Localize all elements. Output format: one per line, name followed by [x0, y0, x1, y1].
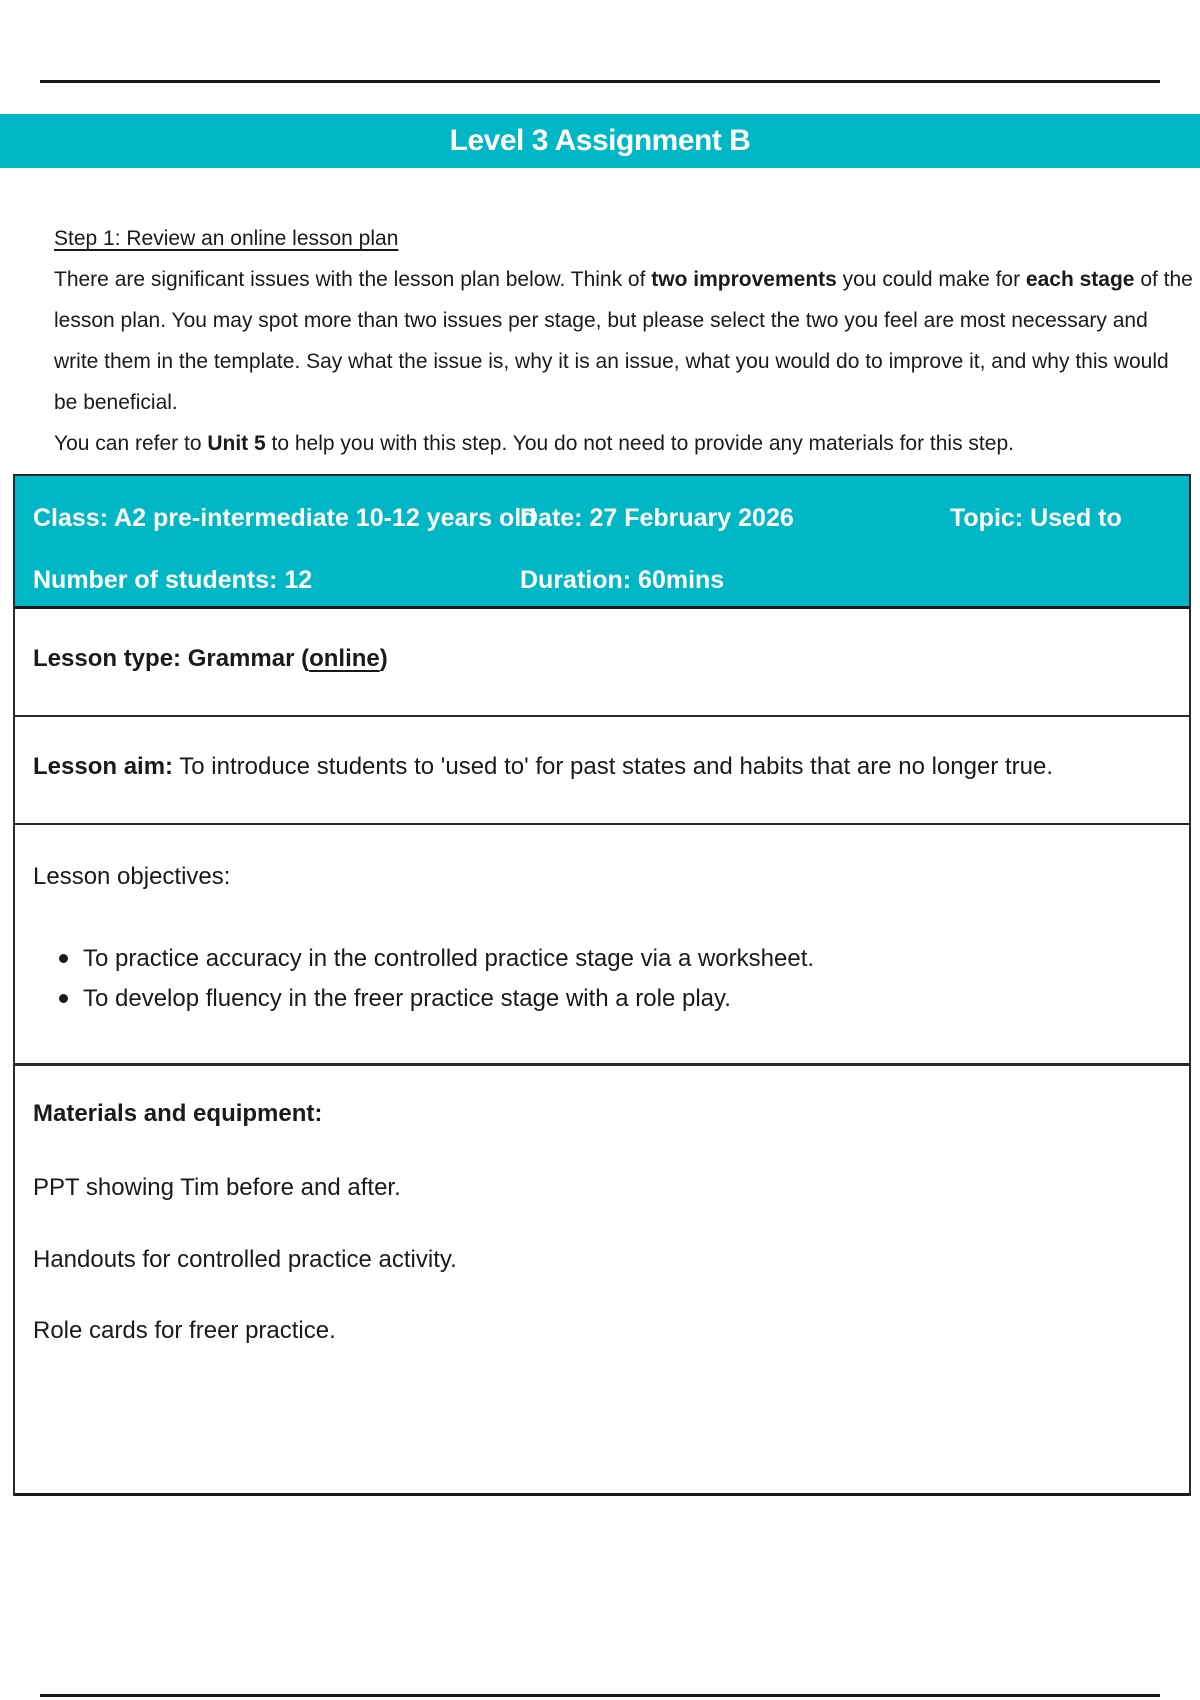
reference-text-1: You can refer to — [54, 432, 208, 455]
topic-info: Topic: Used to — [950, 504, 1122, 532]
assignment-banner — [0, 114, 1200, 168]
materials-row — [15, 1066, 1189, 1496]
top-rule — [40, 80, 1160, 83]
instructions-bold-2: each stage — [1025, 268, 1135, 291]
instructions-text-3: of the lesson plan. You may spot more than two issues per stage, but please select the two you feel are most necessary and write them in the template. Say what the issue is, why it is an issue, what you would do to improve it, and why this would be beneficial. — [54, 268, 1193, 414]
banner-title: Level 3 Assignment B — [449, 124, 751, 157]
bullet-icon — [59, 994, 68, 1003]
students-info: Number of students: 12 — [33, 566, 313, 594]
objective-text: To develop fluency in the freer practice stage with a role play. — [83, 985, 731, 1012]
instructions-text-1: There are significant issues with the lesson plan below. Think of — [54, 268, 652, 291]
material-item: Role cards for freer practice. — [33, 1317, 336, 1344]
materials-label: Materials and equipment: — [33, 1100, 323, 1127]
online-link[interactable]: online — [309, 645, 380, 672]
lesson-aim-row — [15, 717, 1189, 825]
lesson-plan-table — [13, 474, 1191, 1496]
lesson-type-label: Lesson type: Grammar ( — [33, 645, 310, 672]
duration-info: Duration: 60mins — [520, 566, 725, 594]
instructions-text-2: you could make for — [836, 268, 1026, 291]
list-item — [33, 979, 1133, 1019]
instructions-bold-1: two improvements — [651, 268, 837, 291]
reference-paragraph — [54, 423, 1194, 464]
lesson-objectives-label: Lesson objectives: — [33, 863, 231, 890]
bullet-icon — [59, 954, 68, 963]
lesson-type-cell — [33, 645, 388, 673]
objective-text: To practice accuracy in the controlled practice stage via a worksheet. — [83, 945, 815, 972]
date-info: Date: 27 February 2026 — [520, 504, 794, 532]
reference-text-2: to help you with this step. You do not need to provide any materials for this step. — [265, 432, 1014, 455]
intro-section — [54, 218, 1194, 464]
lesson-aim-text: To introduce students to 'used to' for past states and habits that are no longer true. — [173, 753, 1053, 780]
class-info: Class: A2 pre-intermediate 10-12 years old — [33, 504, 537, 532]
reference-bold: Unit 5 — [207, 432, 266, 455]
instructions-paragraph — [54, 259, 1194, 423]
material-item: PPT showing Tim before and after. — [33, 1174, 401, 1201]
lesson-type-row — [15, 609, 1189, 717]
objectives-list-wrap — [33, 939, 1133, 1019]
step-heading: Step 1: Review an online lesson plan — [54, 227, 399, 250]
lesson-aim-cell — [33, 753, 1053, 781]
bottom-rule — [40, 1694, 1160, 1697]
objectives-list — [33, 939, 1133, 1019]
material-item: Handouts for controlled practice activity. — [33, 1246, 457, 1273]
lesson-aim-label: Lesson aim: — [33, 753, 174, 780]
lesson-type-close: ) — [379, 645, 388, 672]
lesson-objectives-row — [15, 825, 1189, 1066]
lesson-plan-header — [15, 476, 1189, 609]
list-item — [33, 939, 1133, 979]
